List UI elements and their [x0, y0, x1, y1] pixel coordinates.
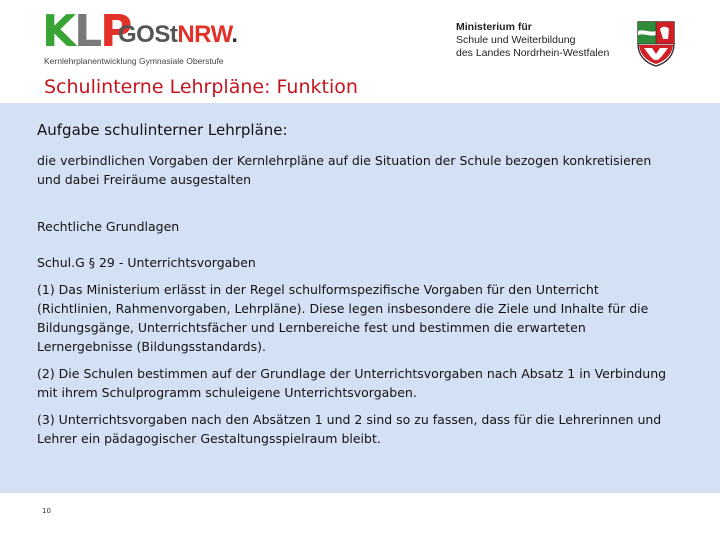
- legal-heading: Rechtliche Grundlagen: [37, 219, 180, 234]
- slide-title: Schulinterne Lehrpläne: Funktion: [44, 76, 358, 98]
- gost-nrw-wordmark: GOStNRW.: [118, 21, 238, 48]
- logo-tagline: Kernlehrplanentwicklung Gymnasiale Oberstufe: [44, 56, 224, 66]
- page-number: 10: [42, 507, 51, 515]
- law-reference: Schul.G § 29 - Unterrichtsvorgaben: [37, 255, 256, 270]
- paragraph-1: (1) Das Ministerium erlässt in der Regel schulformspezifische Vorgaben für den Unterricht (Richtlinien, Rahmenvorgaben, Lehrpläne). Diese legen insbesondere die Ziele und Inhalte für die Bildungsgänge, Unterrichtsfächer und Lernbereiche fest und bestimmen die erwarteten Lernergebnisse (Bildungsstandards).: [37, 282, 649, 354]
- klp-gost-nrw-logo: [42, 6, 242, 70]
- klp-logo-mark: KLP: [42, 6, 131, 57]
- slide-content: [37, 120, 677, 448]
- ministry-line-1: Ministerium für: [456, 21, 532, 33]
- ministry-line-3: des Landes Nordrhein-Westfalen: [456, 47, 610, 59]
- section-heading: Aufgabe schulinterner Lehrpläne:: [37, 121, 288, 139]
- ministry-line-2: Schule und Weiterbildung: [456, 34, 576, 46]
- paragraph-3: (3) Unterrichtsvorgaben nach den Absätzen 1 und 2 sind so zu fassen, dass für die Lehrerinnen und Lehrer ein pädagogischer Gestaltungsspielraum bleibt.: [37, 412, 662, 446]
- slide-header: [0, 0, 720, 100]
- ministry-label: [456, 21, 609, 60]
- nrw-coat-of-arms-icon: [636, 20, 676, 68]
- intro-text: die verbindlichen Vorgaben der Kernlehrpläne auf die Situation der Schule bezogen konkretisieren und dabei Freiräume ausgestalten: [37, 153, 652, 187]
- paragraph-2: (2) Die Schulen bestimmen auf der Grundlage der Unterrichtsvorgaben nach Absatz 1 in Verbindung mit ihrem Schulprogramm schuleigene Unterrichtsvorgaben.: [37, 366, 667, 400]
